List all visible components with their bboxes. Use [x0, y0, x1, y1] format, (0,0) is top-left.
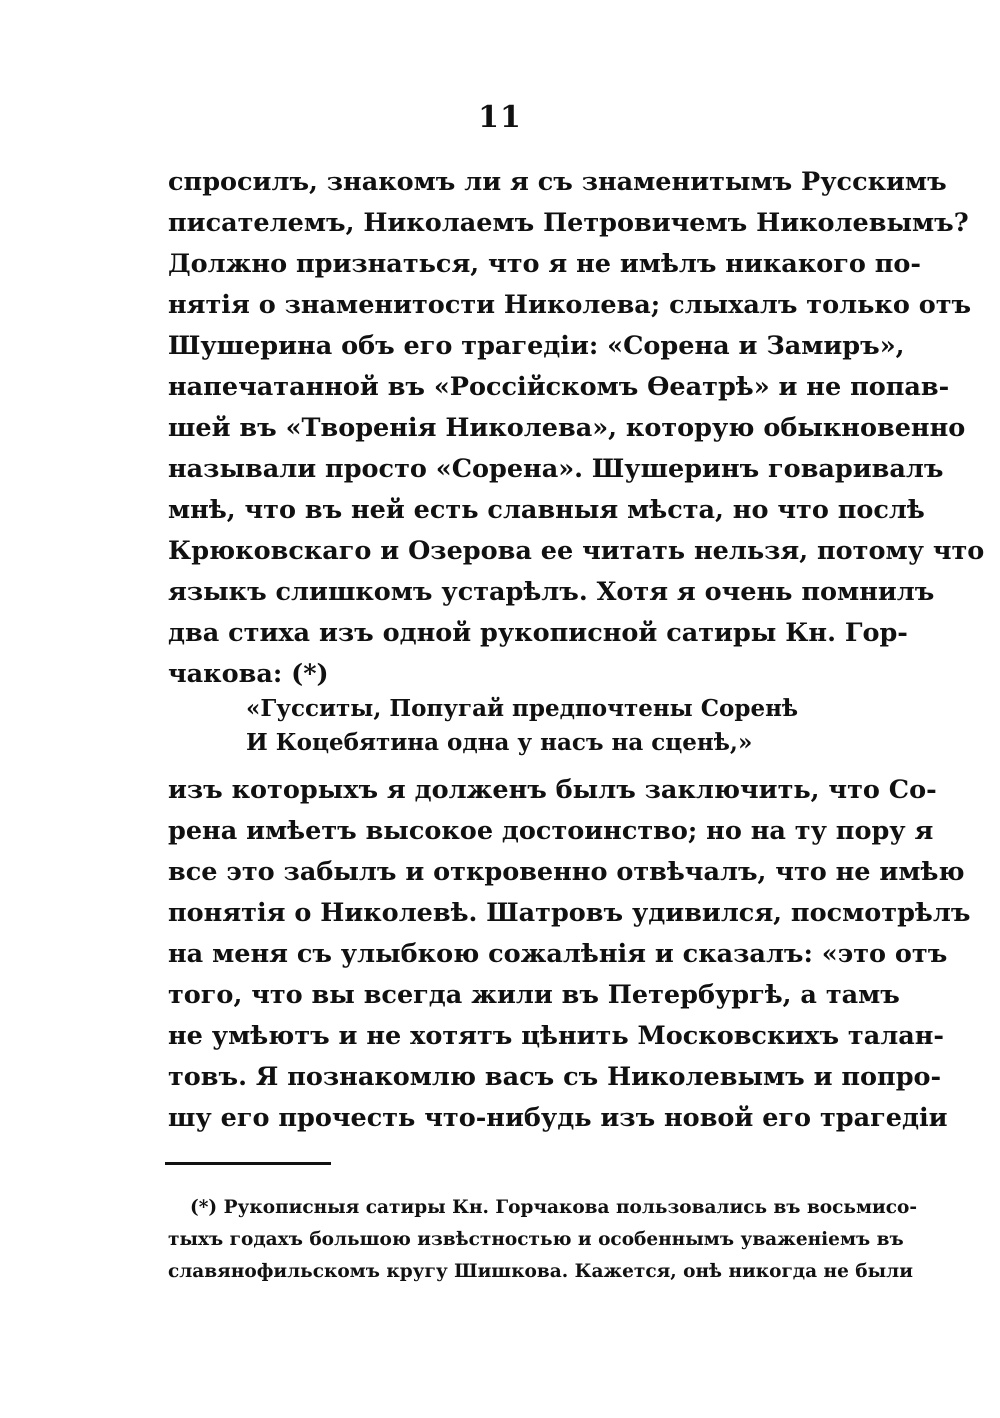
- text-line: спросилъ, знакомъ ли я съ знаменитымъ Русскимъ: [168, 167, 947, 197]
- text-line: чакова: (*): [168, 659, 329, 689]
- footnote-line: (*) Рукописныя сатиры Кн. Горчакова пользовались въ восьмисо-: [190, 1197, 918, 1218]
- text-line: на меня съ улыбкою сожалѣнія и сказалъ: «это отъ: [168, 939, 948, 969]
- footnote-line: тыхъ годахъ большою извѣстностью и особеннымъ уваженіемъ въ: [168, 1229, 904, 1250]
- text-line: шей въ «Творенія Николева», которую обыкновенно: [168, 413, 966, 443]
- text-line: нятія о знаменитости Николева; слыхалъ только отъ: [168, 290, 972, 320]
- text-line: не умѣютъ и не хотятъ цѣнить Московскихъ талан-: [168, 1021, 945, 1051]
- body-paragraph-2: [168, 770, 971, 1139]
- footnote-line: славянофильскомъ кругу Шишкова. Кажется, онѣ никогда не были: [168, 1261, 913, 1282]
- text-line: языкъ слишкомъ устарѣлъ. Хотя я очень помнилъ: [168, 577, 935, 607]
- footnote: [168, 1192, 918, 1288]
- footnote-divider: [165, 1162, 331, 1165]
- text-line: писателемъ, Николаемъ Петровичемъ Николевымъ?: [168, 208, 969, 238]
- poem-line: И Коцебятина одна у насъ на сценѣ,»: [246, 729, 753, 756]
- page-number: 11: [478, 100, 522, 135]
- text-line: рена имѣетъ высокое достоинство; но на ту пору я: [168, 816, 934, 846]
- text-line: все это забылъ и откровенно отвѣчалъ, что не имѣю: [168, 857, 965, 887]
- text-line: шу его прочесть что-нибудь изъ новой его трагедіи: [168, 1103, 948, 1133]
- text-line: мнѣ, что въ ней есть славныя мѣста, но что послѣ: [168, 495, 925, 525]
- text-line: товъ. Я познакомлю васъ съ Николевымъ и попро-: [168, 1062, 942, 1092]
- text-line: называли просто «Сорена». Шушеринъ говаривалъ: [168, 454, 944, 484]
- text-line: Крюковскаго и Озерова ее читать нельзя, потому что: [168, 536, 985, 566]
- text-line: Шушерина объ его трагедіи: «Сорена и Замиръ»,: [168, 331, 905, 361]
- text-line: изъ которыхъ я долженъ былъ заключить, что Со-: [168, 775, 937, 805]
- text-line: того, что вы всегда жили въ Петербургѣ, а тамъ: [168, 980, 900, 1010]
- poem-quote: [246, 692, 806, 760]
- poem-line: «Гусситы, Попугай предпочтены Соренѣ: [246, 695, 799, 722]
- text-line: два стиха изъ одной рукописной сатиры Кн. Гор-: [168, 618, 908, 648]
- text-line: понятія о Николевѣ. Шатровъ удивился, посмотрѣлъ: [168, 898, 971, 928]
- text-line: напечатанной въ «Россійскомъ Ѳеатрѣ» и не попав-: [168, 372, 950, 402]
- body-paragraph-1: [168, 162, 985, 695]
- text-line: Должно признаться, что я не имѣлъ никакого по-: [168, 249, 922, 279]
